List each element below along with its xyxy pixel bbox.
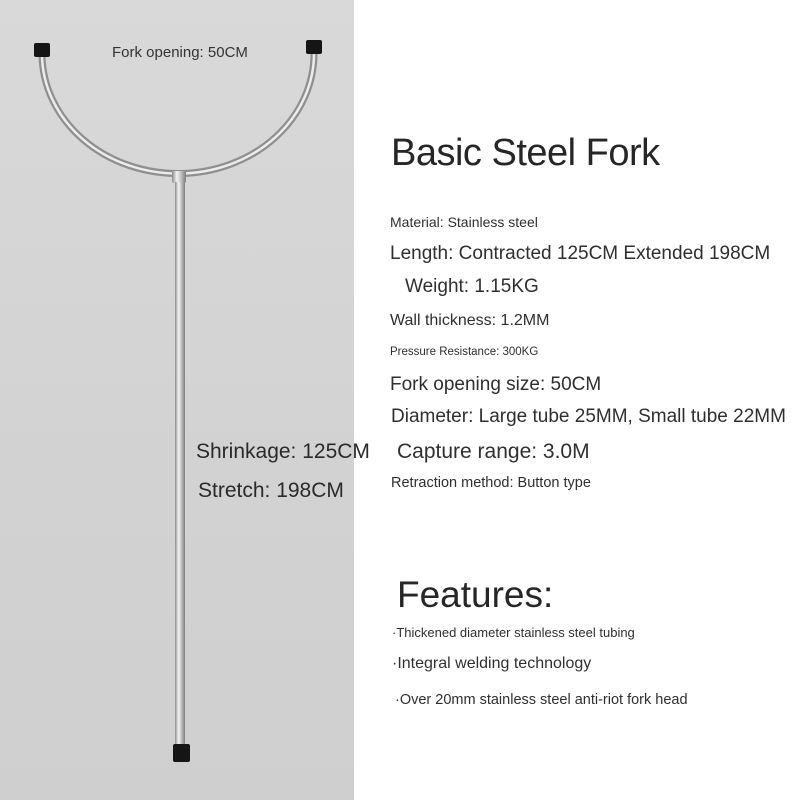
feature-item: ·Integral welding technology [392, 655, 592, 672]
fork-pole [175, 182, 185, 744]
product-title: Basic Steel Fork [391, 132, 660, 174]
pole-end-cap [173, 744, 190, 762]
features-title: Features: [397, 574, 554, 615]
feature-item: ·Thickened diameter stainless steel tubing [392, 625, 635, 640]
fork-head-arc [42, 52, 314, 174]
spec-retraction-method: Retraction method: Button type [391, 475, 591, 491]
spec-fork-opening-size: Fork opening size: 50CM [390, 374, 602, 395]
spec-weight: Weight: 1.15KG [405, 276, 539, 297]
spec-wall-thickness: Wall thickness: 1.2MM [390, 312, 550, 329]
shrinkage-label: Shrinkage: 125CM [196, 440, 370, 463]
feature-item: ·Over 20mm stainless steel anti-riot fork head [395, 692, 688, 708]
fork-end-cap-right [306, 40, 322, 54]
spec-pressure-resistance: Pressure Resistance: 300KG [390, 346, 539, 358]
spec-diameter: Diameter: Large tube 25MM, Small tube 22MM [391, 406, 786, 427]
fork-end-cap-left [34, 43, 50, 57]
fork-opening-label: Fork opening: 50CM [112, 44, 248, 61]
spec-capture-range: Capture range: 3.0M [397, 440, 590, 463]
spec-length: Length: Contracted 125CM Extended 198CM [390, 243, 771, 264]
fork-joint [172, 171, 186, 183]
spec-material: Material: Stainless steel [390, 214, 538, 230]
stretch-label: Stretch: 198CM [198, 479, 344, 502]
